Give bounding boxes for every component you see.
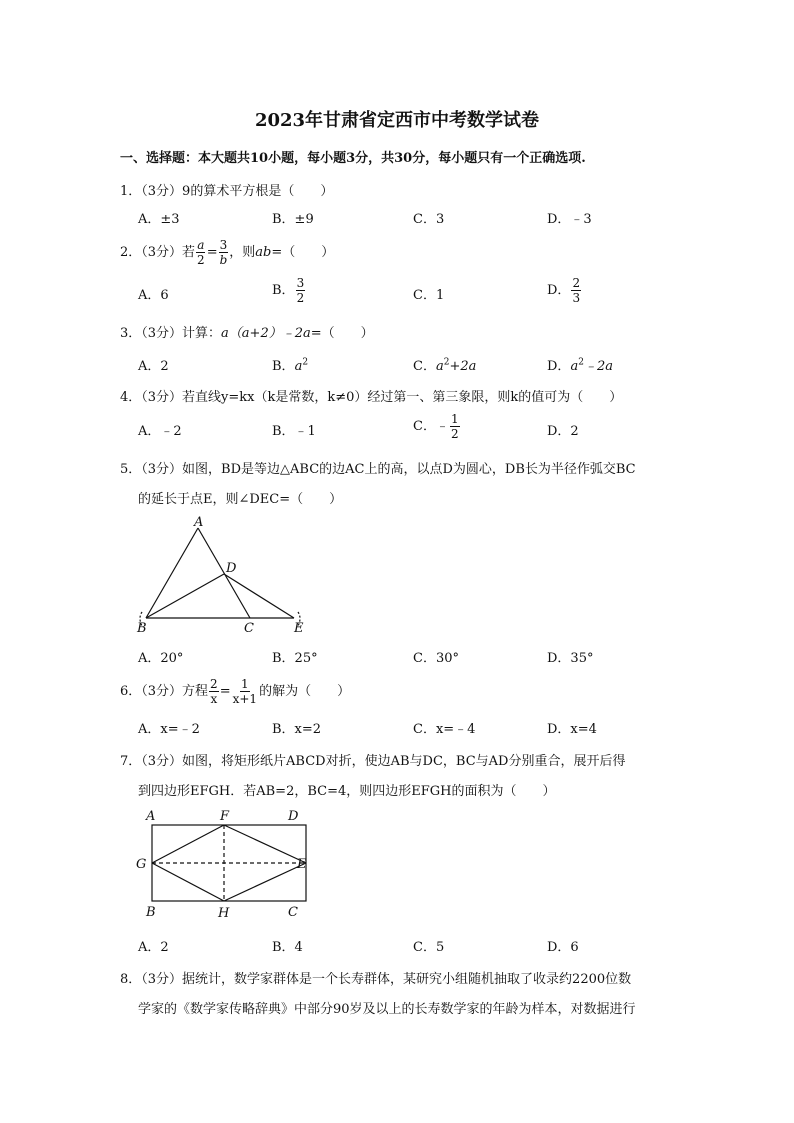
q5-label-d: D <box>226 561 237 576</box>
question-7-line-1: 7．（3分）如图，将矩形纸片ABCD对折，使边AB与DC，BC与AD分别重合，展开后得 <box>120 754 626 769</box>
question-2: 2．（3分）若 $\frac{a}{2}$ = $\frac{3}{b}$ ，则ab=（ ） <box>120 238 335 267</box>
q7-option-d: D．6 <box>547 940 579 955</box>
q2-option-c: C．1 <box>413 288 445 303</box>
question-8-line-1: 8．（3分）据统计，数学家群体是一个长寿群体，某研究小组随机抽取了收录约2200位数 <box>120 972 632 987</box>
q1-option-b: B．±9 <box>272 212 314 227</box>
q2-fraction-3-over-b: $\frac{3}{b}$ <box>219 238 228 267</box>
q1-option-c: C．3 <box>413 212 445 227</box>
q5-label-c: C <box>244 621 254 636</box>
section-heading: 一、选择题：本大题共10小题，每小题3分，共30分，每小题只有一个正确选项. <box>120 151 586 166</box>
q5-label-b: B <box>137 621 147 636</box>
q7-label-f: F <box>220 809 230 824</box>
question-3: 3．（3分）计算：a（a+2）﹣2a=（ ） <box>120 326 374 341</box>
q2-fraction-a-over-2: $\frac{a}{2}$ <box>197 238 205 267</box>
q3-option-c: C．$a^2+2a$ <box>413 357 477 374</box>
q5-option-c: C．30° <box>413 651 459 666</box>
q5-triangle-figure <box>130 512 310 636</box>
question-4: 4．（3分）若直线y=kx（k是常数，k≠0）经过第一、第三象限，则k的值可为（ ） <box>120 390 623 405</box>
q1-option-d: D．﹣3 <box>547 212 592 227</box>
q7-label-c: C <box>288 905 298 920</box>
q7-option-a: A．2 <box>138 940 169 955</box>
q7-label-a: A <box>146 809 156 824</box>
q5-label-a: A <box>194 515 204 530</box>
q5-option-b: B．25° <box>272 651 318 666</box>
q3-option-d: D．$a^2﹣2a$ <box>547 357 613 374</box>
question-5-line-2: 的延长于点E，则∠DEC=（ ） <box>138 492 343 507</box>
q7-label-g: G <box>136 857 147 872</box>
q7-label-d: D <box>288 809 299 824</box>
q6-fraction-1-over-x-plus-1: $\frac{1}{x+1}$ <box>232 677 258 706</box>
page-title: 2023年甘肃省定西市中考数学试卷 <box>254 110 540 131</box>
q1-option-a: A．±3 <box>138 212 180 227</box>
q4-option-d: D．2 <box>547 424 579 439</box>
q6-option-b: B．x=2 <box>272 722 322 737</box>
question-7-line-2: 到四边形EFGH．若AB=2，BC=4，则四边形EFGH的面积为（ ） <box>138 784 556 799</box>
q3-option-a: A．2 <box>138 359 169 374</box>
q6-option-a: A．x=﹣2 <box>138 722 200 737</box>
q3-option-b: B．$a^2$ <box>272 357 309 374</box>
q6-fraction-2-over-x: $\frac{2}{x}$ <box>210 677 218 706</box>
q7-label-h: H <box>218 906 230 921</box>
q4-option-c: C．﹣ $\frac{1}{2}$ <box>413 412 459 441</box>
q7-label-e: E <box>297 857 307 872</box>
q7-label-b: B <box>146 905 156 920</box>
question-6: 6．（3分）方程 $\frac{2}{x}$ = $\frac{1}{x+1}$ 的解为（ ） <box>120 677 351 706</box>
q2-option-a: A．6 <box>138 288 169 303</box>
question-8-line-2: 学家的《数学家传略辞典》中部分90岁及以上的长寿数学家的年龄为样本，对数据进行 <box>138 1002 636 1017</box>
q4-option-a: A．﹣2 <box>138 424 182 439</box>
question-5-line-1: 5．（3分）如图，BD是等边△ABC的边AC上的高，以点D为圆心，DB长为半径作弧交BC <box>120 462 636 477</box>
q6-option-c: C．x=﹣4 <box>413 722 476 737</box>
q7-option-b: B．4 <box>272 940 303 955</box>
q2-option-d: D． $\frac{2}{3}$ <box>547 276 581 305</box>
q5-label-e: E <box>294 621 304 636</box>
q2-option-b: B． $\frac{3}{2}$ <box>272 276 305 305</box>
q6-option-d: D．x=4 <box>547 722 597 737</box>
q7-option-c: C．5 <box>413 940 445 955</box>
q5-option-a: A．20° <box>138 651 184 666</box>
q7-rectangle-figure <box>132 808 312 922</box>
q4-option-b: B．﹣1 <box>272 424 316 439</box>
q5-option-d: D．35° <box>547 651 594 666</box>
question-1: 1．（3分）9的算术平方根是（ ） <box>120 184 334 199</box>
